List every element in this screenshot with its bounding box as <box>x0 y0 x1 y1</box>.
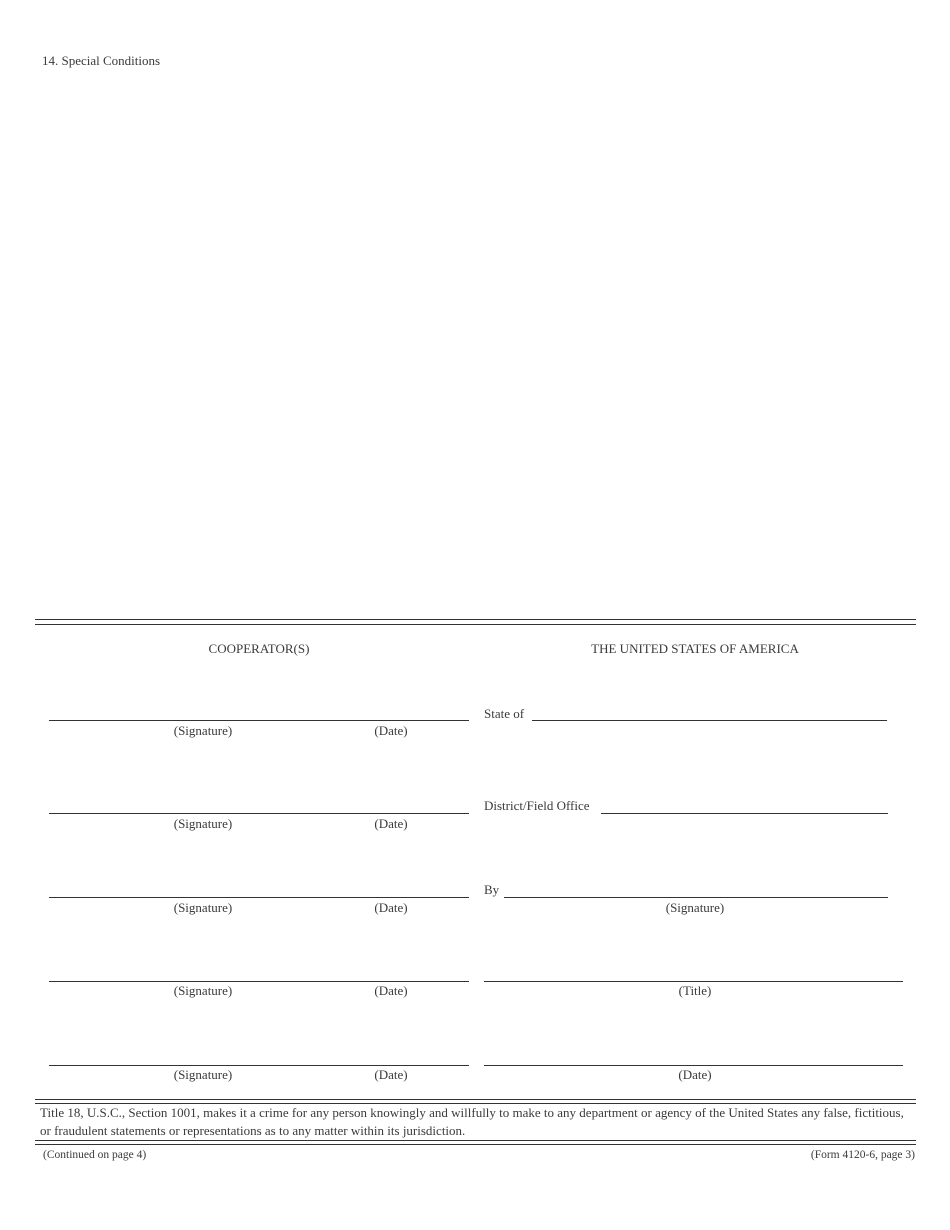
cooperator-signature-line[interactable] <box>49 813 469 814</box>
by-signature-caption: (Signature) <box>665 900 725 915</box>
date-caption: (Date) <box>374 1067 408 1082</box>
cooperator-signature-line[interactable] <box>49 981 469 982</box>
signature-caption: (Signature) <box>173 900 233 915</box>
state-label: State of <box>484 706 525 721</box>
signature-caption: (Signature) <box>173 1067 233 1082</box>
cooperator-signature-line[interactable] <box>49 1065 469 1066</box>
date-caption: (Date) <box>374 723 408 738</box>
signature-caption: (Signature) <box>173 816 233 831</box>
continued-note: (Continued on page 4) <box>43 1149 147 1161</box>
section-heading: 14. Special Conditions <box>42 53 161 68</box>
cooperator-signature-line[interactable] <box>49 897 469 898</box>
signature-caption: (Signature) <box>173 983 233 998</box>
date-caption: (Date) <box>374 983 408 998</box>
date-caption: (Date) <box>374 900 408 915</box>
title-caption: (Title) <box>678 983 712 998</box>
title-field-line[interactable] <box>484 981 903 982</box>
cooperators-header: COOPERATOR(S) <box>208 641 310 656</box>
cooperator-signature-line[interactable] <box>49 720 469 721</box>
state-field-line[interactable] <box>532 720 887 721</box>
office-field-line[interactable] <box>601 813 888 814</box>
signature-caption: (Signature) <box>173 723 233 738</box>
by-label: By <box>484 882 500 897</box>
date-caption: (Date) <box>374 816 408 831</box>
by-signature-line[interactable] <box>504 897 888 898</box>
usa-header: THE UNITED STATES OF AMERICA <box>591 641 799 656</box>
divider-bottom-2 <box>35 1144 916 1145</box>
gov-date-caption: (Date) <box>678 1067 712 1082</box>
office-label: District/Field Office <box>484 798 590 813</box>
gov-date-field-line[interactable] <box>484 1065 903 1066</box>
form-identifier: (Form 4120-6, page 3) <box>810 1149 915 1161</box>
divider-top-1 <box>35 619 916 620</box>
legal-notice: Title 18, U.S.C., Section 1001, makes it a crime for any person knowingly and willfully to make to any department or agency of the United States any false, fictitious, or fraudulent statements or representations as to any matter within its jurisdiction. <box>40 1105 904 1138</box>
divider-mid-1 <box>35 1099 916 1100</box>
divider-bottom-1 <box>35 1140 916 1141</box>
divider-top-2 <box>35 624 916 625</box>
